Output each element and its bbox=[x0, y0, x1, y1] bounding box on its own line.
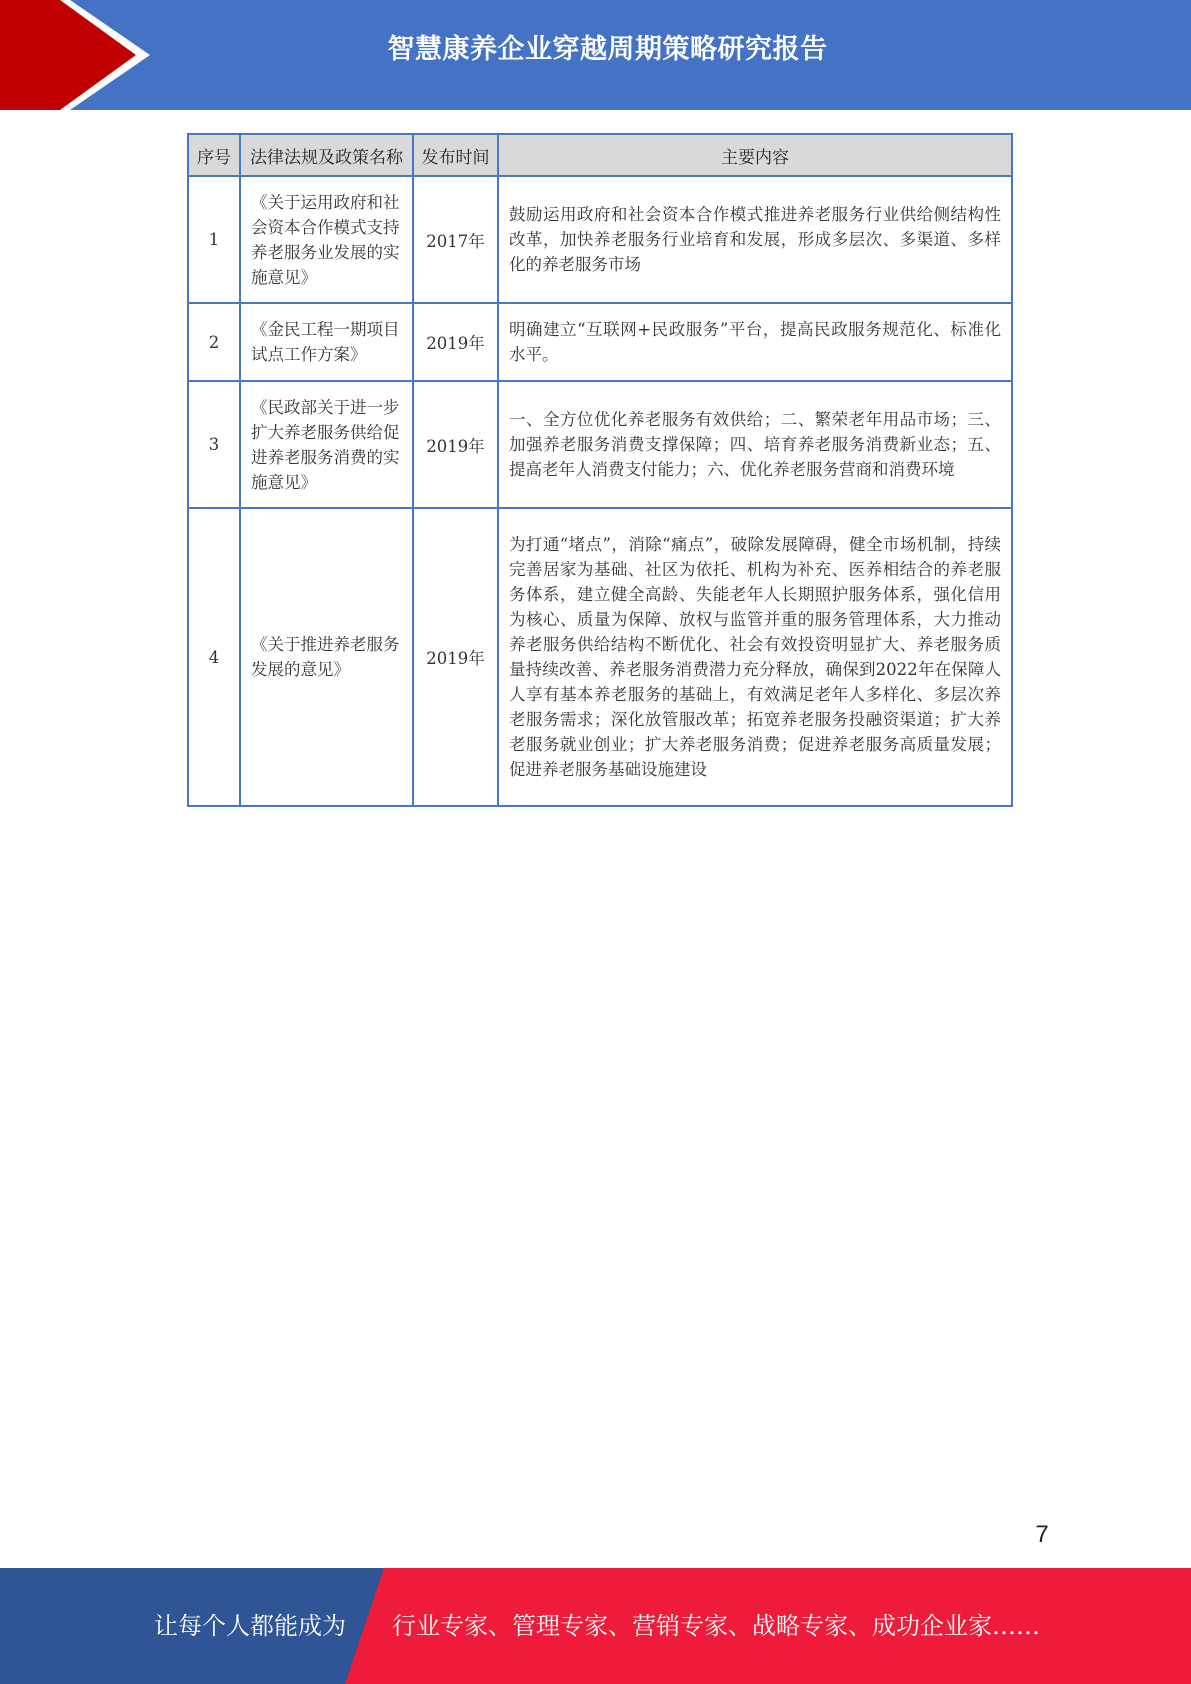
column-header-main-content: 主要内容 bbox=[498, 134, 1012, 176]
release-year: 2019年 bbox=[413, 508, 498, 806]
release-year: 2019年 bbox=[413, 381, 498, 508]
policy-content: 鼓励运用政府和社会资本合作模式推进养老服务行业供给侧结构性改革，加快养老服务行业培育和发展，形成多层次、多渠道、多样化的养老服务市场 bbox=[498, 176, 1012, 303]
row-number: 1 bbox=[188, 176, 240, 303]
report-title: 智慧康养企业穿越周期策略研究报告 bbox=[387, 34, 828, 65]
policy-name: 《金民工程一期项目试点工作方案》 bbox=[240, 303, 413, 381]
row-number: 4 bbox=[188, 508, 240, 806]
release-year: 2019年 bbox=[413, 303, 498, 381]
table-row bbox=[188, 508, 1012, 806]
table-row bbox=[188, 176, 1012, 303]
table-row bbox=[188, 381, 1012, 508]
footer-slogan-right: 行业专家、管理专家、营销专家、战略专家、成功企业家…… bbox=[392, 1612, 1040, 1640]
column-header-release-date: 发布时间 bbox=[413, 134, 498, 176]
policy-content: 一、全方位优化养老服务有效供给；二、繁荣老年用品市场；三、加强养老服务消费支撑保障；四、培育养老服务消费新业态；五、提高老年人消费支付能力；六、优化养老服务营商和消费环境 bbox=[498, 381, 1012, 508]
policy-content: 明确建立“互联网+民政服务”平台，提高民政服务规范化、标准化水平。 bbox=[498, 303, 1012, 381]
footer-slogan-left: 让每个人都能成为 bbox=[154, 1612, 346, 1640]
policy-name: 《关于推进养老服务发展的意见》 bbox=[240, 508, 413, 806]
table-header-row bbox=[188, 134, 1012, 176]
row-number: 3 bbox=[188, 381, 240, 508]
page-header bbox=[0, 0, 1191, 110]
column-header-policy-name: 法律法规及政策名称 bbox=[240, 134, 413, 176]
table-row bbox=[188, 303, 1012, 381]
policy-name: 《民政部关于进一步扩大养老服务供给促进养老服务消费的实施意见》 bbox=[240, 381, 413, 508]
row-number: 2 bbox=[188, 303, 240, 381]
policy-table bbox=[187, 133, 1013, 807]
policy-content: 为打通“堵点”，消除“痛点”，破除发展障碍，健全市场机制，持续完善居家为基础、社区为依托、机构为补充、医养相结合的养老服务体系，建立健全高龄、失能老年人长期照护服务体系，强化信用为核心、质量为保障、放权与监管并重的服务管理体系，大力推动养老服务供给结构不断优化、社会有效投资明显扩大、养老服务质量持续改善、养老服务消费潜力充分释放，确保到2022年在保障人人享有基本养老服务的基础上，有效满足老年人多样化、多层次养老服务需求；深化放管服改革；拓宽养老服务投融资渠道；扩大养老服务就业创业；扩大养老服务消费；促进养老服务高质量发展；促进养老服务基础设施建设 bbox=[498, 508, 1012, 806]
policy-name: 《关于运用政府和社会资本合作模式支持养老服务业发展的实施意见》 bbox=[240, 176, 413, 303]
release-year: 2017年 bbox=[413, 176, 498, 303]
page-footer bbox=[0, 1568, 1191, 1684]
page-number: 7 bbox=[1035, 1521, 1049, 1548]
column-header-number: 序号 bbox=[188, 134, 240, 176]
